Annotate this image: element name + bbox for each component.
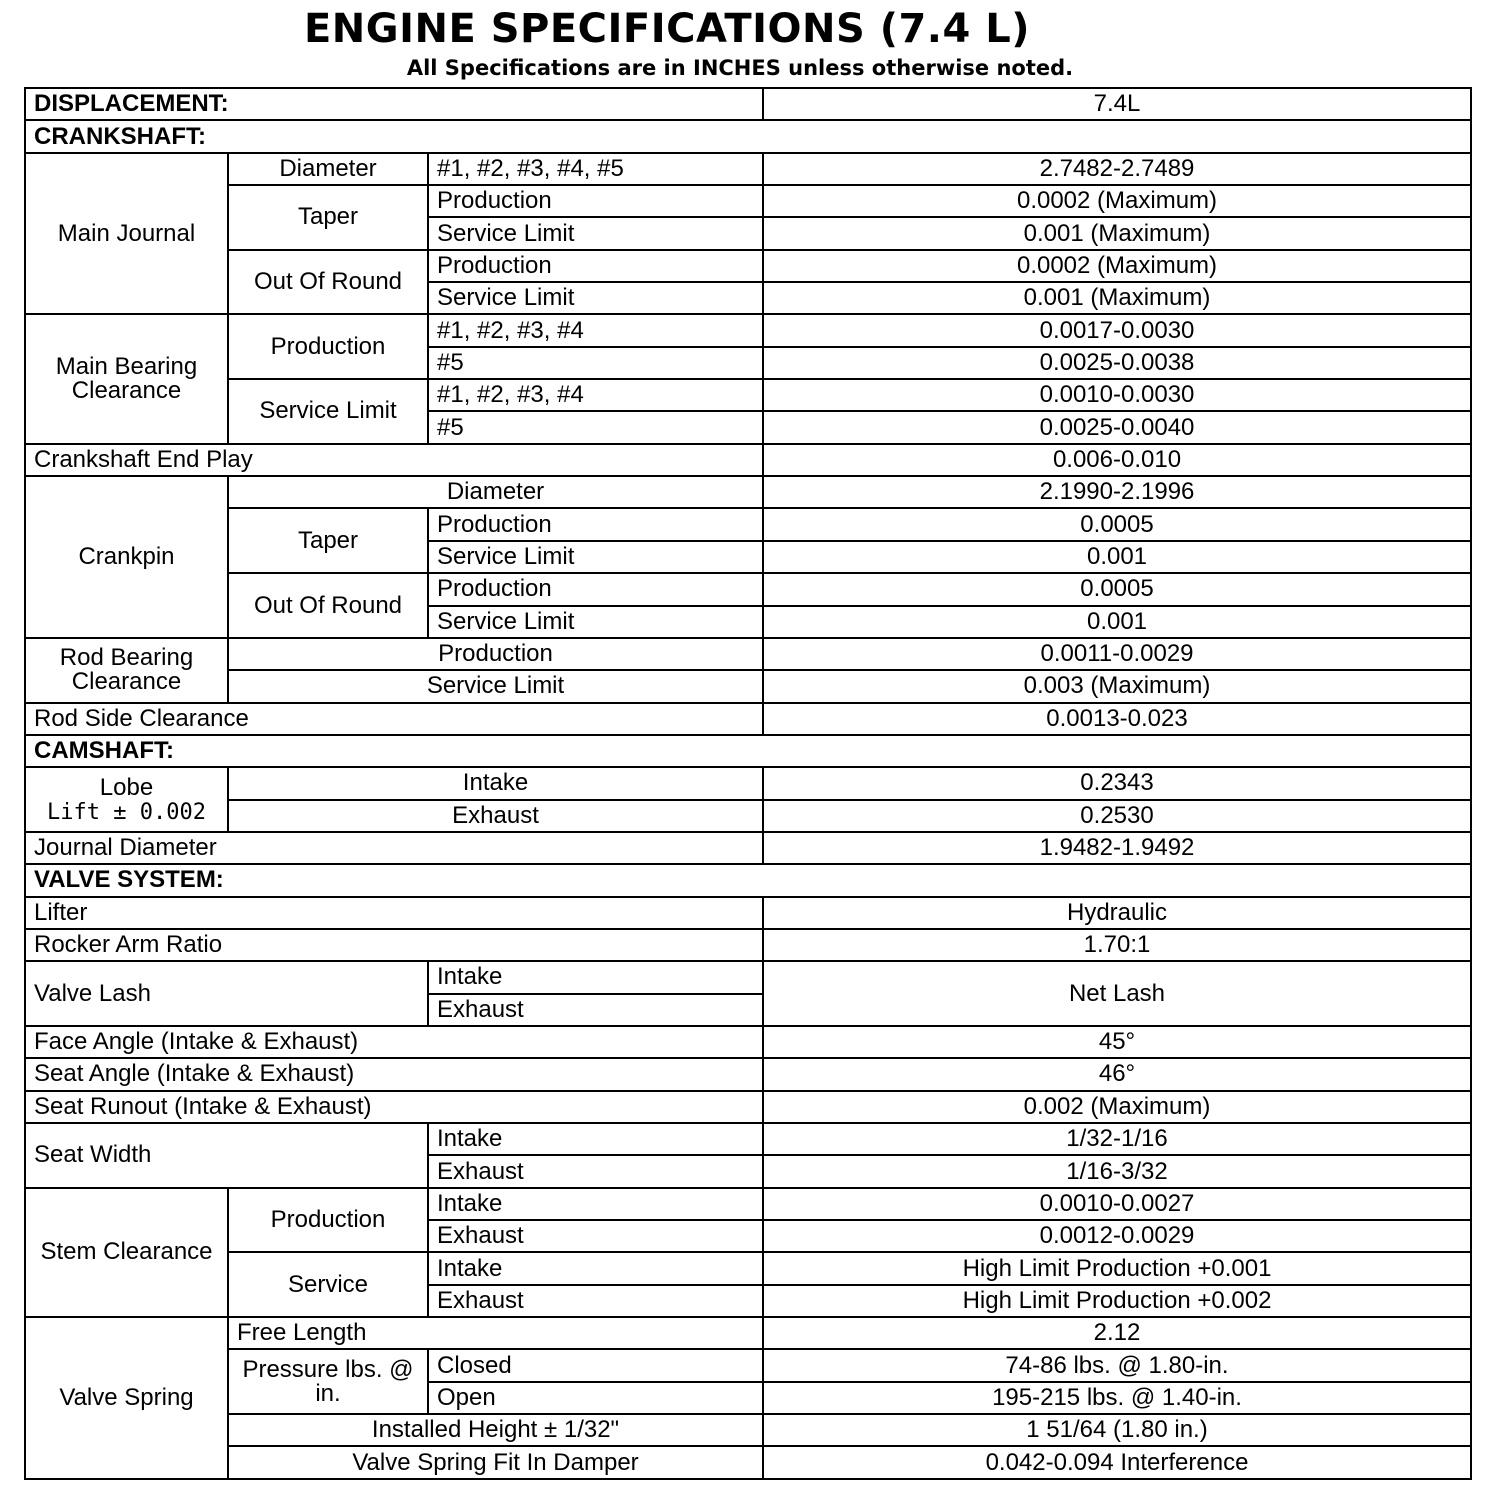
main-bearing-label: Main Bearing Clearance	[25, 314, 228, 443]
table-row	[25, 735, 1471, 767]
main-journal-taper-label: Taper	[228, 185, 428, 250]
main-journal-oor-production: Production	[428, 250, 763, 282]
lobe-lift-label-line2: Lift ± 0.002	[47, 799, 206, 825]
table-row	[25, 897, 1471, 929]
lobe-lift-label	[25, 767, 228, 832]
stem-service-intake-value: High Limit Production +0.001	[763, 1252, 1471, 1284]
lobe-lift-exhaust: Exhaust	[228, 800, 763, 832]
table-row	[25, 832, 1471, 864]
main-bearing-service-j1: #1, #2, #3, #4	[428, 379, 763, 411]
lobe-lift-intake-value: 0.2343	[763, 767, 1471, 799]
seat-width-label: Seat Width	[25, 1123, 428, 1188]
table-row	[25, 153, 1471, 185]
main-journal-oor-service-value: 0.001 (Maximum)	[763, 282, 1471, 314]
valve-spring-label: Valve Spring	[25, 1317, 228, 1479]
table-row	[25, 1252, 1471, 1284]
table-row	[25, 670, 1471, 702]
lifter-label: Lifter	[25, 897, 763, 929]
stem-production-exhaust-value: 0.0012-0.0029	[763, 1220, 1471, 1252]
displacement-value: 7.4L	[763, 88, 1471, 120]
lobe-lift-exhaust-value: 0.2530	[763, 800, 1471, 832]
seat-angle-label: Seat Angle (Intake & Exhaust)	[25, 1058, 763, 1090]
installed-height-label: Installed Height ± 1/32"	[228, 1414, 763, 1446]
engine-spec-table	[24, 87, 1472, 1480]
rod-bearing-service: Service Limit	[228, 670, 763, 702]
main-bearing-production-j1: #1, #2, #3, #4	[428, 314, 763, 346]
pressure-closed: Closed	[428, 1349, 763, 1381]
table-row	[25, 1414, 1471, 1446]
seat-angle-value: 46°	[763, 1058, 1471, 1090]
main-journal-taper-service: Service Limit	[428, 217, 763, 249]
free-length-value: 2.12	[763, 1317, 1471, 1349]
main-journal-oor-production-value: 0.0002 (Maximum)	[763, 250, 1471, 282]
table-row	[25, 703, 1471, 735]
main-journal-diameter-label: Diameter	[228, 153, 428, 185]
displacement-label: DISPLACEMENT:	[25, 88, 763, 120]
seat-runout-value: 0.002 (Maximum)	[763, 1091, 1471, 1123]
table-row	[25, 120, 1471, 152]
table-row	[25, 1349, 1471, 1381]
table-row	[25, 961, 1471, 993]
crankpin-oor-production: Production	[428, 573, 763, 605]
main-bearing-production-v1: 0.0017-0.0030	[763, 314, 1471, 346]
crankpin-oor-service-value: 0.001	[763, 606, 1471, 638]
stem-clearance-label: Stem Clearance	[25, 1188, 228, 1317]
rod-bearing-production: Production	[228, 638, 763, 670]
lobe-lift-intake: Intake	[228, 767, 763, 799]
table-row	[25, 638, 1471, 670]
installed-height-value: 1 51/64 (1.80 in.)	[763, 1414, 1471, 1446]
rod-side-value: 0.0013-0.023	[763, 703, 1471, 735]
seat-width-intake-value: 1/32-1/16	[763, 1123, 1471, 1155]
pressure-open-value: 195-215 lbs. @ 1.40-in.	[763, 1382, 1471, 1414]
table-row	[25, 1317, 1471, 1349]
stem-production-intake: Intake	[428, 1188, 763, 1220]
table-row	[25, 185, 1471, 217]
crankpin-taper-service: Service Limit	[428, 541, 763, 573]
pressure-open: Open	[428, 1382, 763, 1414]
main-bearing-production-j2: #5	[428, 347, 763, 379]
main-bearing-production-label: Production	[228, 314, 428, 379]
stem-service-intake: Intake	[428, 1252, 763, 1284]
crankpin-taper-production: Production	[428, 508, 763, 540]
main-journal-diameter-value: 2.7482-2.7489	[763, 153, 1471, 185]
table-row	[25, 1188, 1471, 1220]
table-row	[25, 476, 1471, 508]
table-row	[25, 767, 1471, 799]
seat-width-intake: Intake	[428, 1123, 763, 1155]
main-journal-label: Main Journal	[25, 153, 228, 315]
main-bearing-production-v2: 0.0025-0.0038	[763, 347, 1471, 379]
stem-production-exhaust: Exhaust	[428, 1220, 763, 1252]
stem-production-label: Production	[228, 1188, 428, 1253]
end-play-value: 0.006-0.010	[763, 444, 1471, 476]
face-angle-label: Face Angle (Intake & Exhaust)	[25, 1026, 763, 1058]
face-angle-value: 45°	[763, 1026, 1471, 1058]
rocker-ratio-label: Rocker Arm Ratio	[25, 929, 763, 961]
valve-lash-label: Valve Lash	[25, 961, 428, 1026]
pressure-closed-value: 74-86 lbs. @ 1.80-in.	[763, 1349, 1471, 1381]
damper-fit-value: 0.042-0.094 Interference	[763, 1446, 1471, 1478]
free-length-label: Free Length	[228, 1317, 763, 1349]
rod-bearing-production-value: 0.0011-0.0029	[763, 638, 1471, 670]
cam-journal-diameter-label: Journal Diameter	[25, 832, 763, 864]
crankpin-oor-production-value: 0.0005	[763, 573, 1471, 605]
table-row	[25, 1446, 1471, 1478]
rod-side-label: Rod Side Clearance	[25, 703, 763, 735]
valve-lash-value: Net Lash	[763, 961, 1471, 1026]
lifter-value: Hydraulic	[763, 897, 1471, 929]
table-row	[25, 1058, 1471, 1090]
cam-journal-diameter-value: 1.9482-1.9492	[763, 832, 1471, 864]
pressure-label: Pressure lbs. @ in.	[228, 1349, 428, 1414]
crankpin-oor-label: Out Of Round	[228, 573, 428, 638]
stem-production-intake-value: 0.0010-0.0027	[763, 1188, 1471, 1220]
table-row	[25, 88, 1471, 120]
seat-width-exhaust-value: 1/16-3/32	[763, 1155, 1471, 1187]
main-journal-oor-label: Out Of Round	[228, 250, 428, 315]
main-bearing-service-j2: #5	[428, 411, 763, 443]
main-journal-journals: #1, #2, #3, #4, #5	[428, 153, 763, 185]
stem-service-exhaust-value: High Limit Production +0.002	[763, 1285, 1471, 1317]
main-bearing-service-v2: 0.0025-0.0040	[763, 411, 1471, 443]
rocker-ratio-value: 1.70:1	[763, 929, 1471, 961]
valve-lash-exhaust: Exhaust	[428, 994, 763, 1026]
crankpin-diameter-label: Diameter	[228, 476, 763, 508]
table-row	[25, 800, 1471, 832]
camshaft-section-header: CAMSHAFT:	[25, 735, 1471, 767]
table-row	[25, 250, 1471, 282]
valve-lash-intake: Intake	[428, 961, 763, 993]
crankpin-taper-service-value: 0.001	[763, 541, 1471, 573]
stem-service-exhaust: Exhaust	[428, 1285, 763, 1317]
seat-width-exhaust: Exhaust	[428, 1155, 763, 1187]
crankshaft-section-header: CRANKSHAFT:	[25, 120, 1471, 152]
main-bearing-service-v1: 0.0010-0.0030	[763, 379, 1471, 411]
table-row	[25, 1091, 1471, 1123]
seat-runout-label: Seat Runout (Intake & Exhaust)	[25, 1091, 763, 1123]
lobe-lift-label-line1: Lobe	[99, 773, 154, 801]
table-row	[25, 864, 1471, 896]
main-bearing-service-label: Service Limit	[228, 379, 428, 444]
main-journal-oor-service: Service Limit	[428, 282, 763, 314]
rod-bearing-service-value: 0.003 (Maximum)	[763, 670, 1471, 702]
table-row	[25, 444, 1471, 476]
stem-service-label: Service	[228, 1252, 428, 1317]
page-title: ENGINE SPECIFICATIONS (7.4 L)	[303, 6, 1031, 52]
rod-bearing-label: Rod Bearing Clearance	[25, 638, 228, 703]
table-row	[25, 379, 1471, 411]
table-row	[25, 1123, 1471, 1155]
crankpin-taper-label: Taper	[228, 508, 428, 573]
crankpin-oor-service: Service Limit	[428, 606, 763, 638]
end-play-label: Crankshaft End Play	[25, 444, 763, 476]
main-journal-taper-service-value: 0.001 (Maximum)	[763, 217, 1471, 249]
table-row	[25, 573, 1471, 605]
table-row	[25, 929, 1471, 961]
main-journal-taper-production: Production	[428, 185, 763, 217]
crankpin-diameter-value: 2.1990-2.1996	[763, 476, 1471, 508]
table-row	[25, 508, 1471, 540]
crankpin-taper-production-value: 0.0005	[763, 508, 1471, 540]
table-row	[25, 1026, 1471, 1058]
main-journal-taper-production-value: 0.0002 (Maximum)	[763, 185, 1471, 217]
crankpin-label: Crankpin	[25, 476, 228, 638]
damper-fit-label: Valve Spring Fit In Damper	[228, 1446, 763, 1478]
table-row	[25, 314, 1471, 346]
page-subtitle: All Specifications are in INCHES unless otherwise noted.	[406, 56, 1074, 80]
valve-system-section-header: VALVE SYSTEM:	[25, 864, 1471, 896]
